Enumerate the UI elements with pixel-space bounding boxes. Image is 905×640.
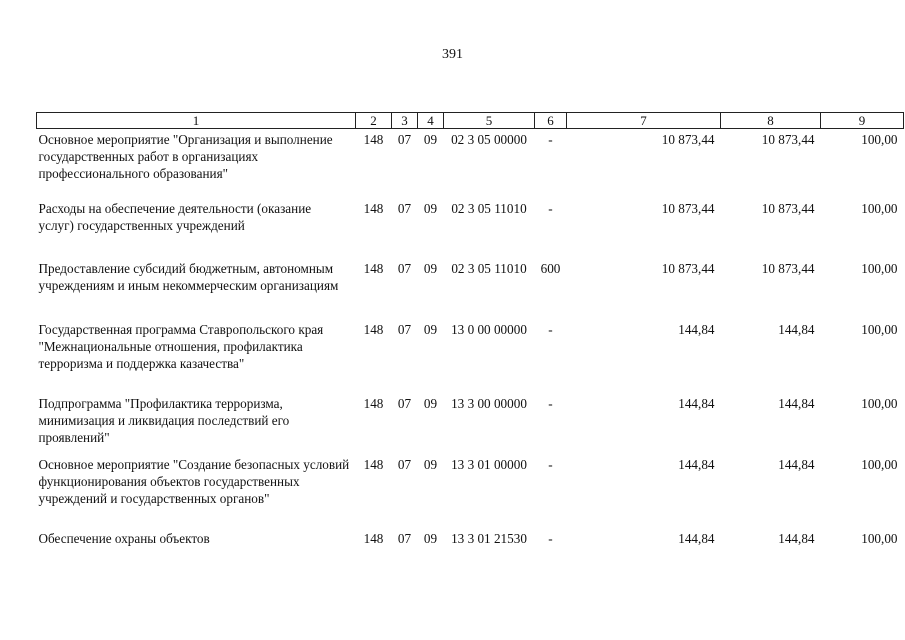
table-row (37, 456, 904, 530)
row-section: 07 (397, 395, 412, 411)
row-plan: 144,84 (678, 456, 715, 472)
row-percent: 100,00 (861, 260, 898, 276)
row-actual: 144,84 (778, 321, 815, 337)
row-name: Расходы на обеспечение деятельности (оказание услуг) государственных учреждений (38, 200, 312, 233)
table-row (37, 200, 904, 260)
column-header: 7 (567, 113, 721, 129)
row-actual: 144,84 (778, 530, 815, 546)
row-section: 07 (397, 530, 412, 546)
row-plan: 10 873,44 (661, 260, 715, 276)
row-subsection: 09 (423, 260, 438, 276)
row-target: 13 0 00 00000 (451, 321, 527, 337)
row-target: 13 3 01 21530 (451, 530, 527, 546)
row-expense-type: 600 (540, 260, 561, 276)
row-actual: 10 873,44 (761, 260, 815, 276)
column-header: 5 (444, 113, 535, 129)
row-ministry: 148 (363, 395, 384, 411)
row-ministry: 148 (363, 260, 384, 276)
row-ministry: 148 (363, 132, 384, 147)
header-row (37, 113, 904, 129)
row-section: 07 (397, 321, 412, 337)
row-actual: 10 873,44 (761, 200, 815, 216)
column-header: 3 (392, 113, 418, 129)
row-target: 13 3 01 00000 (451, 456, 527, 472)
table-row (37, 321, 904, 395)
row-subsection: 09 (423, 456, 438, 472)
row-name: Предоставление субсидий бюджетным, автономным учреждениям и иным некоммерческим организациям (38, 260, 339, 293)
row-expense-type: - (548, 395, 553, 411)
column-header: 2 (356, 113, 392, 129)
table-row (37, 260, 904, 321)
row-plan: 10 873,44 (661, 132, 715, 147)
row-ministry: 148 (363, 321, 384, 337)
row-expense-type: - (548, 132, 553, 147)
row-expense-type: - (548, 200, 553, 216)
row-plan: 10 873,44 (661, 200, 715, 216)
row-subsection: 09 (423, 530, 438, 546)
row-percent: 100,00 (861, 395, 898, 411)
column-header: 1 (37, 113, 356, 129)
column-header: 9 (821, 113, 904, 129)
row-target: 02 3 05 00000 (451, 132, 527, 147)
row-percent: 100,00 (861, 132, 898, 147)
row-name: Подпрограмма "Профилактика терроризма, минимизация и ликвидация последствий его проявлений" (38, 395, 290, 445)
row-ministry: 148 (363, 530, 384, 546)
row-section: 07 (397, 132, 412, 147)
row-name: Государственная программа Ставропольского края "Межнациональные отношения, профилактика терроризма и поддержка казачества" (38, 321, 324, 371)
row-expense-type: - (548, 321, 553, 337)
row-subsection: 09 (423, 132, 438, 147)
row-section: 07 (397, 260, 412, 276)
row-expense-type: - (548, 530, 553, 546)
row-actual: 10 873,44 (761, 132, 815, 147)
column-header: 8 (721, 113, 821, 129)
column-header: 6 (535, 113, 567, 129)
row-target: 02 3 05 11010 (451, 200, 527, 216)
row-ministry: 148 (363, 456, 384, 472)
row-section: 07 (397, 456, 412, 472)
table-row (37, 395, 904, 456)
row-name: Основное мероприятие "Организация и выполнение государственных работ в организациях профессионального образования" (38, 132, 333, 181)
column-header: 4 (418, 113, 444, 129)
row-percent: 100,00 (861, 456, 898, 472)
row-name: Обеспечение охраны объектов (38, 530, 210, 546)
row-expense-type: - (548, 456, 553, 472)
page-number: 391 (442, 47, 463, 62)
row-subsection: 09 (423, 200, 438, 216)
row-name: Основное мероприятие "Создание безопасных условий функционирования объектов государственных учреждений и государственных органов" (38, 456, 350, 506)
row-subsection: 09 (423, 395, 438, 411)
row-plan: 144,84 (678, 395, 715, 411)
row-plan: 144,84 (678, 530, 715, 546)
row-subsection: 09 (423, 321, 438, 337)
row-percent: 100,00 (861, 321, 898, 337)
row-plan: 144,84 (678, 321, 715, 337)
table-row (37, 129, 904, 200)
row-percent: 100,00 (861, 200, 898, 216)
row-ministry: 148 (363, 200, 384, 216)
budget-table (36, 112, 904, 552)
row-target: 13 3 00 00000 (451, 395, 527, 411)
row-section: 07 (397, 200, 412, 216)
row-percent: 100,00 (861, 530, 898, 546)
row-actual: 144,84 (778, 456, 815, 472)
row-target: 02 3 05 11010 (451, 260, 527, 276)
table-row (37, 530, 904, 552)
row-actual: 144,84 (778, 395, 815, 411)
